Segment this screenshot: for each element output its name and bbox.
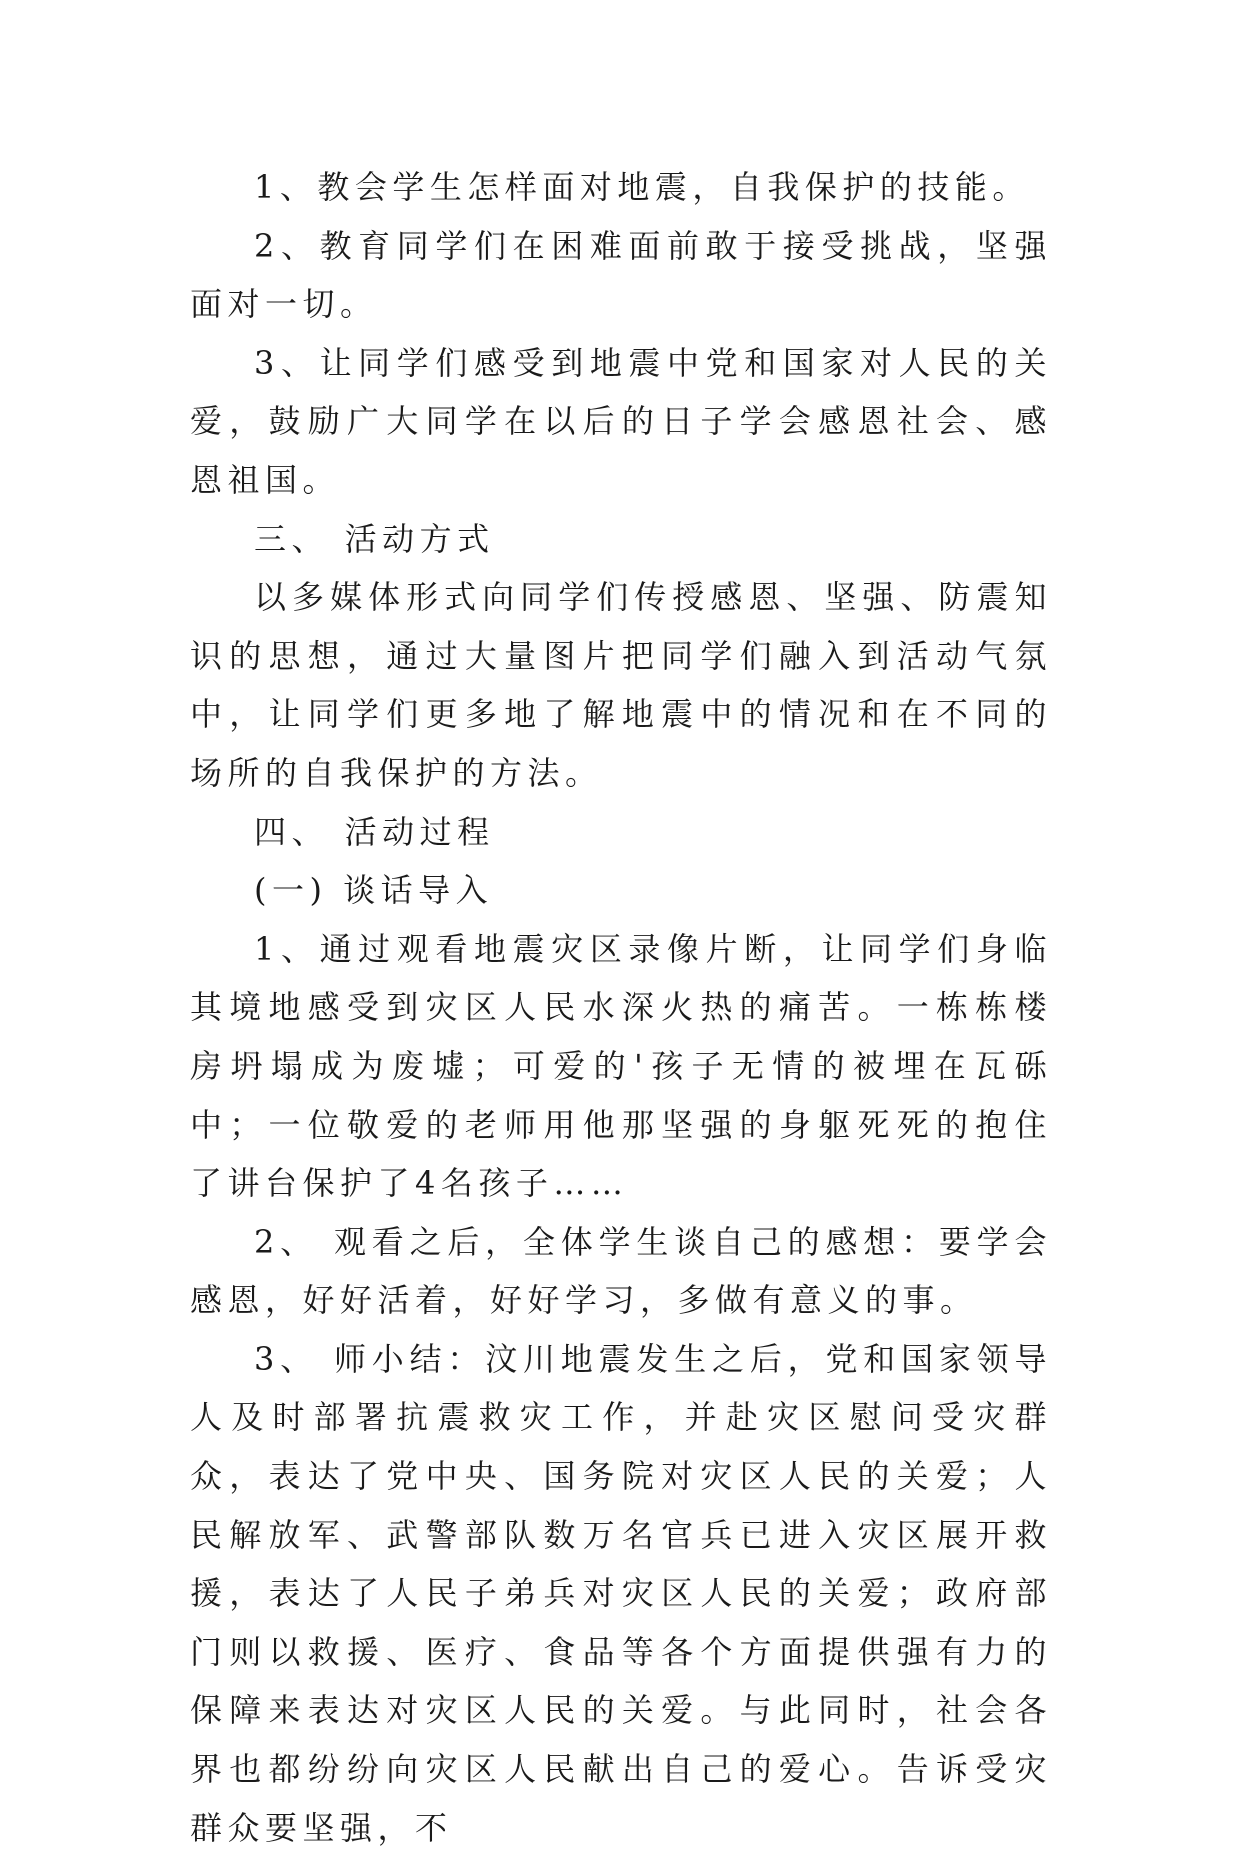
paragraph-process-1: 1、通过观看地震灾区录像片断，让同学们身临其境地感受到灾区人民水深火热的痛苦。一栋栋楼房坍塌成为废墟；可爱的'孩子无情的被埋在瓦砾中；一位敬爱的老师用他那坚强的身躯死死的抱住了讲台保护了4名孩子…… [190, 929, 1052, 1203]
paragraph-process-3: 3、 师小结：汶川地震发生之后，党和国家领导人及时部署抗震救灾工作，并赴灾区慰问受灾群众，表达了党中央、国务院对灾区人民的关爱；人民解放军、武警部队数万名官兵已进入灾区展开救援，表达了人民子弟兵对灾区人民的关爱；政府部门则以救援、医疗、食品等各个方面提供强有力的保障来表达对灾区人民的关爱。与此同时，社会各界也都纷纷向灾区人民献出自己的爱心。告诉受灾群众要坚强，不 [190, 1339, 1052, 1847]
paragraph-goal-3: 3、让同学们感受到地震中党和国家对人民的关爱，鼓励广大同学在以后的日子学会感恩社会、感恩祖国。 [190, 343, 1052, 499]
document-body [190, 158, 1052, 1857]
paragraph-process-2: 2、 观看之后，全体学生谈自己的感想：要学会感恩，好好活着，好好学习，多做有意义的事。 [190, 1222, 1052, 1320]
subsection-heading-introduction: (一) 谈话导入 [254, 871, 494, 910]
paragraph-goal-1: 1、教会学生怎样面对地震，自我保护的技能。 [254, 168, 1030, 206]
section-heading-activity-method: 三、 活动方式 [254, 519, 495, 558]
paragraph-goal-2: 2、教育同学们在困难面前敢于接受挑战，坚强面对一切。 [190, 226, 1052, 324]
section-heading-activity-process: 四、 活动过程 [254, 812, 495, 851]
paragraph-activity-method: 以多媒体形式向同学们传授感恩、坚强、防震知识的思想，通过大量图片把同学们融入到活动气氛中，让同学们更多地了解地震中的情况和在不同的场所的自我保护的方法。 [190, 578, 1052, 792]
